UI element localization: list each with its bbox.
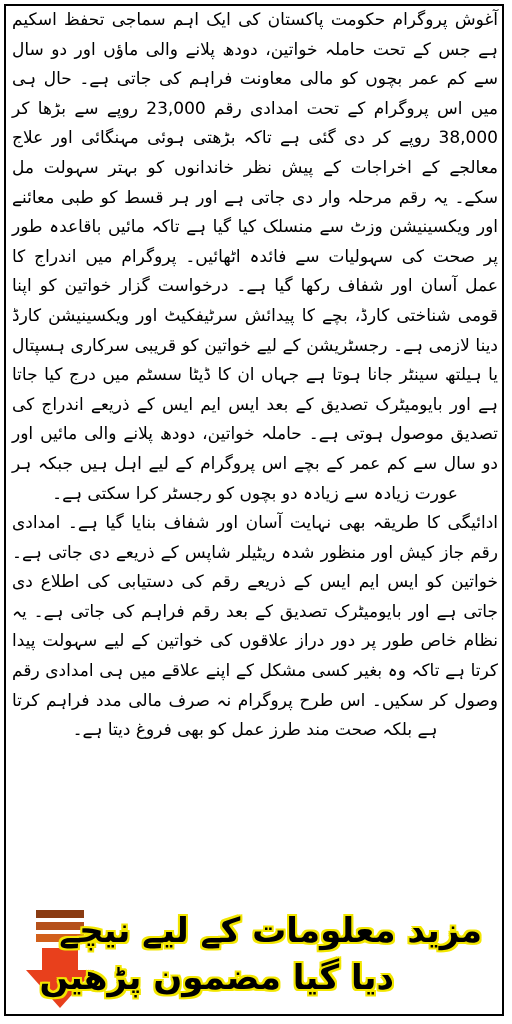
read-more-banner[interactable] [4, 902, 504, 1016]
article-paragraph-2: ادائیگی کا طریقہ بھی نہایت آسان اور شفاف بنایا گیا ہے۔ امدادی رقم جاز کیش اور منظور شدہ ریٹیلر شاپس کے ذریعے دی جاتی ہے۔ خواتین کو ایس ایم ایس کے ذریعے رقم کی دستیابی کی اطلاع دی جاتی ہے اور بایومیٹرک تصدیق کے بعد رقم فراہم کی جاتی ہے۔ یہ نظام خاص طور پر دور دراز علاقوں کی خواتین کے لیے سہولت پیدا کرتا ہے تاکہ وہ بغیر کسی مشکل کے اپنے علاقے میں ہی امدادی رقم وصول کر سکیں۔ اس طرح پروگرام نہ صرف مالی مدد فراہم کرتا ہے بلکہ صحت مند طرز عمل کو بھی فروغ دیتا ہے۔ [12, 513, 498, 741]
read-more-line-1: مزید معلومات کے لیے نیچے [59, 911, 482, 951]
read-more-line-2: دیا گیا مضمون پڑھیں [39, 958, 394, 998]
article-paragraph-1: آغوش پروگرام حکومت پاکستان کی ایک اہم سماجی تحفظ اسکیم ہے جس کے تحت حاملہ خواتین، دودھ پلانے والی ماؤں اور دو سال سے کم عمر بچوں کو مالی معاونت فراہم کی جاتی ہے۔ حال ہی میں اس پروگرام کے تحت امدادی رقم 23,000 روپے سے بڑھا کر 38,000 روپے کر دی گئی ہے تاکہ بڑھتی ہوئی مہنگائی اور علاج معالجے کے اخراجات کے پیش نظر خاندانوں کو بہتر سہولت مل سکے۔ یہ رقم مرحلہ وار دی جاتی ہے اور ہر قسط کو طبی معائنے اور ویکسینیشن وزٹ سے منسلک کیا گیا ہے تاکہ مائیں باقاعدہ طور پر صحت کی سہولیات سے فائدہ اٹھائیں۔ پروگرام میں اندراج کا عمل آسان اور شفاف رکھا گیا ہے۔ درخواست گزار خواتین کو اپنا قومی شناختی کارڈ، بچے کا پیدائش سرٹیفکیٹ اور ویکسینیشن کارڈ دینا لازمی ہے۔ رجسٹریشن کے لیے خواتین کو قریبی سرکاری ہسپتال یا ہیلتھ سینٹر جانا ہوتا ہے جہاں ان کا ڈیٹا سسٹم میں درج کیا جاتا ہے اور بایومیٹرک تصدیق کے بعد ایس ایم ایس کے ذریعے اندراج کی تصدیق موصول ہوتی ہے۔ حاملہ خواتین، دودھ پلانے والی مائیں اور دو سال سے کم عمر کے بچے اس پروگرام کے لیے اہل ہیں جبکہ ہر عورت زیادہ سے زیادہ دو بچوں کو رجسٹر کرا سکتی ہے۔ [12, 10, 498, 504]
article-body [12, 6, 498, 746]
